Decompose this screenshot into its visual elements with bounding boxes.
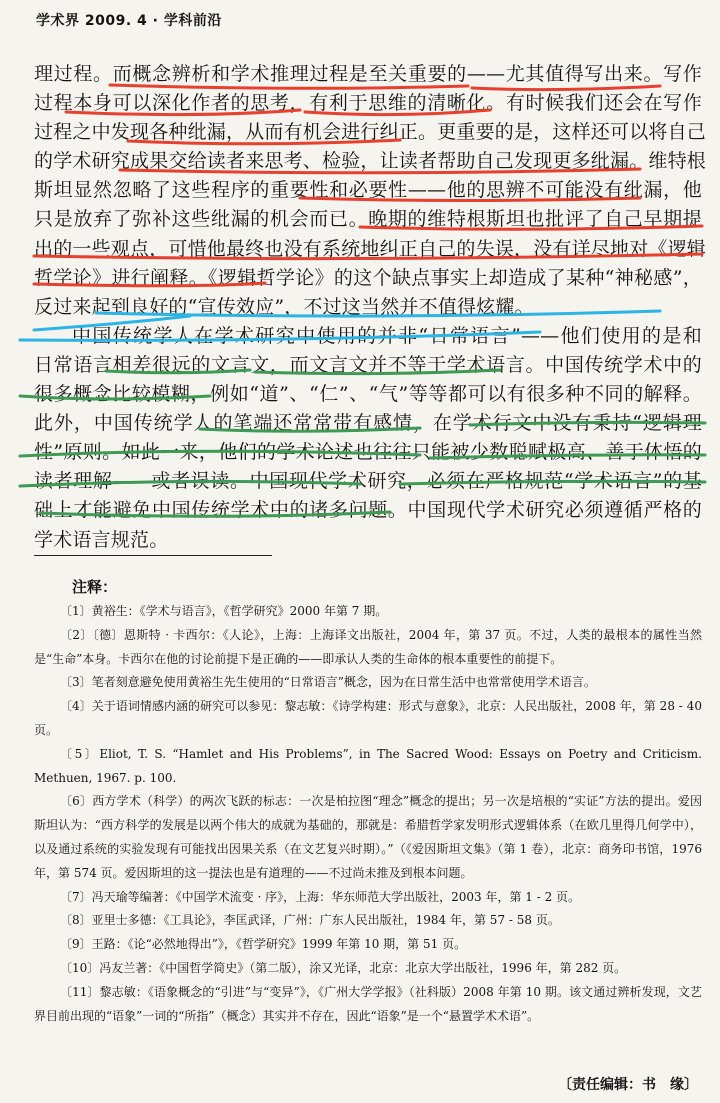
note-number: 〔8〕 [60,913,92,928]
note-text: 冯友兰著：《中国哲学简史》（第二版），涂又光译，北京：北京大学出版社，1996 年，第 282 页。 [99,960,627,975]
body-line: 的学术研究成果交给读者来思考、检验，让读者帮助自己发现更多纰漏。维特根 [34,150,707,173]
body-line: 读者理解——或者误读。中国现代学术研究，必须在严格规范“学术语言”的基 [34,470,702,493]
body-line: 过程本身可以深化作者的思考，有利于思维的清晰化。有时候我们还会在写作 [34,92,702,115]
note-item [34,886,702,910]
note-text: 黄裕生：《学术与语言》，《哲学研究》2000 年第 7 期。 [91,604,388,618]
body-line: 日常语言相差很远的文言文，而文言文并不等于学术语言。中国传统学术中的 [34,353,702,376]
notes-title: 注释： [72,578,118,596]
note-text: 关于语词情感内涵的研究可以参见：黎志敏：《诗学构建：形式与意象》，北京：人民出版社，2008 年，第 28 - 40 页。 [34,699,702,737]
body-line: 学术语言规范。 [34,528,169,551]
body-line: 哲学论》进行阐释。《逻辑哲学论》的这个缺点事实上却造成了某种“神秘感”， [34,266,702,289]
body-text [34,60,707,555]
note-number: 〔6〕 [60,794,93,809]
note-text: 冯天瑜等编著：《中国学术流变 · 序》，上海：华东师范大学出版社，2003 年，第 1 - 2 页。 [91,889,581,904]
body-line: 只是放弃了弥补这些纰漏的机会而已。晚期的维特根斯坦也批评了自己早期提 [34,208,702,231]
note-text: 笔者刻意避免使用黄裕生先生使用的“日常语言”概念，因为在日常生活中也常常使用学术语言。 [91,675,596,690]
body-line: 性”原则。如此一来，他们的学术论述也往往只能被少数聪赋极高、善于体悟的 [34,441,702,464]
note-text: 亚里士多德：《工具论》，李匡武译，广州：广东人民出版社，1984 年，第 57 - 58 页。 [91,913,560,928]
note-item [34,790,702,885]
footnote-divider [34,555,272,556]
note-item [34,957,702,981]
editor-credit: 〔责任编辑：书 缘〕 [558,1077,698,1093]
note-text: 黎志敏：《语象概念的“引进”与“变异”》，《广州大学学报》（社科版）2008 年第 10 期。该文通过辨析发现，文艺界目前出现的“语象”一词的“所指”（概念）其实并不存在，因此“语象”是一个“悬置学术术语”。 [34,984,702,1023]
note-text: 王路：《论“必然地得出”》，《哲学研究》1999 年第 10 期，第 51 页。 [91,937,467,952]
note-number: 〔3〕 [60,675,92,690]
note-number: 〔7〕 [60,889,92,904]
body-line: 中国传统学人在学术研究中使用的并非“日常语言”——他们使用的是和 [72,324,702,347]
body-line: 此外，中国传统学人的笔端还常常带有感情，在学术行文中没有秉持“逻辑理 [34,412,702,435]
note-number: 〔5〕 [60,746,100,761]
note-item [34,600,702,624]
body-line: 很多概念比较模糊，例如“道”、“仁”、“气”等等都可以有很多种不同的解释。 [34,383,702,406]
note-item [34,695,702,743]
note-number: 〔1〕 [60,604,92,618]
note-item [34,981,702,1029]
note-number: 〔2〕 [60,627,93,642]
body-line: 理过程。而概念辨析和学术推理过程是至关重要的——尤其值得写出来。写作 [34,63,702,85]
body-line: 过程之中发现各种纰漏，从而有机会进行纠正。更重要的是，这样还可以将自己 [34,121,707,144]
note-item [34,909,702,933]
body-line: 反过来起到良好的“宣传效应”，不过这当然并不值得炫耀。 [34,295,534,318]
note-item [34,743,702,791]
body-line: 出的一些观点，可惜他最终也没有系统地纠正自己的失误，没有详尽地对《逻辑 [34,237,707,260]
body-line: 础上才能避免中国传统学术中的诸多问题。中国现代学术研究必须遵循严格的 [34,499,702,522]
note-text: Eliot, T. S. “Hamlet and His Problems”, in The Sacred Wood: Essays on Poetry and Criticism. Methuen, 1967. p. 100. [34,746,702,785]
note-number: 〔9〕 [60,937,92,952]
note-text: 〔德〕恩斯特 · 卡西尔：《人论》，上海：上海译文出版社，2004 年，第 37 页。不过，人类的最根本的属性当然是“生命”本身。卡西尔在他的讨论前提下是正确的——即承认人类的生命体的根本重要性的前提下。 [34,627,703,666]
note-number: 〔4〕 [60,699,92,714]
note-item [34,624,702,672]
note-number: 〔10〕 [60,960,100,975]
note-item [34,671,702,695]
notes-list [34,600,702,1028]
note-number: 〔11〕 [60,984,100,999]
body-line: 斯坦显然忽略了这些程序的重要性和必要性——他的思辨不可能没有纰漏，他 [34,179,702,202]
note-item [34,933,702,957]
note-text: 西方学术（科学）的两次飞跃的标志：一次是柏拉图“理念”概念的提出；另一次是培根的“实证”方法的提出。爱因斯坦认为：“西方科学的发展是以两个伟大的成就为基础的，那就是：希腊哲学家发明形式逻辑体系（在欧几里得几何学中），以及通过系统的实验发现有可能找出因果关系（在文艺复兴时期）。”（《爱因斯坦文集》（第 1 卷），北京：商务印书馆，1976 年，第 574 页。爱因斯坦的这一提法也是有道理的——不过尚未推及到根本问题。 [34,794,702,880]
running-header: 学术界 2009. 4 · 学科前沿 [36,13,222,29]
